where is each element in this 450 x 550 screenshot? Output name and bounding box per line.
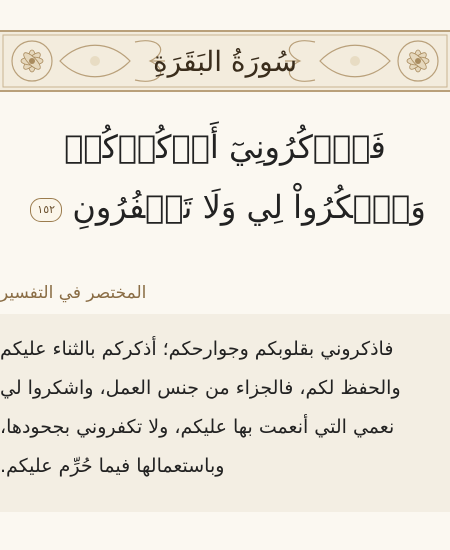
tafsir-line: وباستعمالها فيما حُرِّم عليكم.: [0, 455, 225, 477]
tafsir-source-title[interactable]: المختصر في التفسير: [0, 283, 147, 303]
tafsir-line: نعمي التي أنعمت بها عليكم، ولا تكفروني بجحودها،: [0, 416, 395, 438]
verse-line-2-text: وَٱشۡكُرُواْ لِي وَلَا تَكۡفُرُونِ: [72, 188, 426, 226]
surah-header-banner: [0, 30, 450, 92]
ayah-number-badge[interactable]: ١٥٢: [30, 198, 62, 222]
tafsir-text: [0, 330, 450, 486]
tafsir-line: فاذكروني بقلوبكم وجوارحكم؛ أذكركم بالثناء عليكم: [0, 338, 394, 360]
surah-title: سُورَةُ البَقَرَةِ: [152, 44, 298, 78]
tafsir-line: والحفظ لكم، فالجزاء من جنس العمل، واشكروا لي: [0, 377, 401, 399]
verse-line-2: [0, 188, 450, 226]
verse-line-1: فَٱذۡكُرُونِيٓ أَذۡكُرۡكُمۡ: [64, 128, 386, 166]
